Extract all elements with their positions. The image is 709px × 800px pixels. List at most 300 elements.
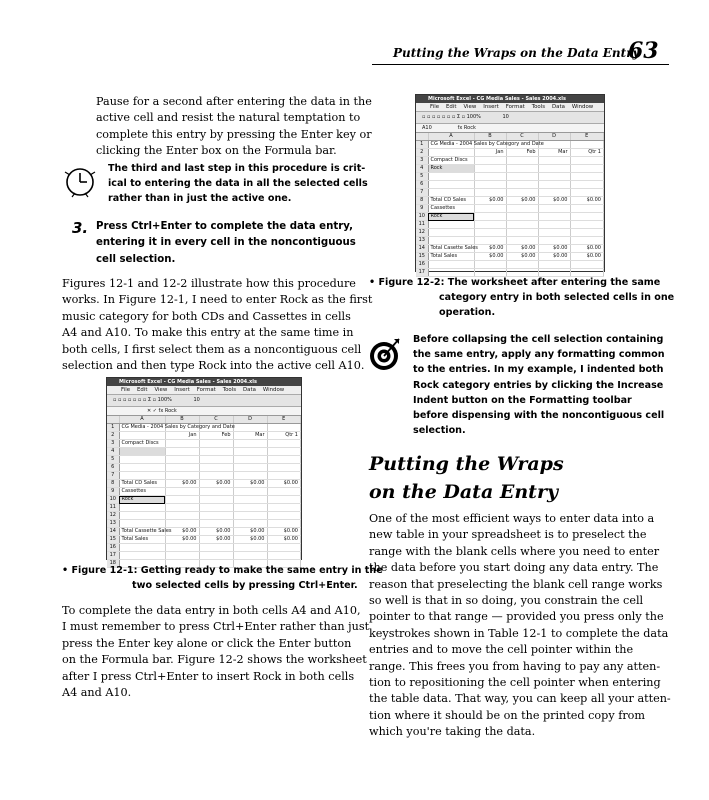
cell[interactable] — [538, 261, 570, 269]
row-header[interactable]: 2 — [107, 432, 119, 440]
row-header[interactable]: 1 — [107, 424, 119, 432]
intro-paragraph — [96, 94, 372, 160]
cell[interactable] — [199, 512, 233, 520]
table-row — [416, 141, 604, 149]
row-header[interactable]: 8 — [107, 480, 119, 488]
cell[interactable] — [538, 229, 570, 237]
cell[interactable]: $0.00 — [506, 253, 538, 261]
cell[interactable] — [119, 544, 165, 552]
row-header[interactable]: 3 — [107, 440, 119, 448]
table-row — [416, 205, 604, 213]
cell[interactable] — [119, 448, 165, 456]
heading-line: Putting the Wraps — [369, 453, 564, 475]
cell[interactable] — [428, 261, 474, 269]
table-row — [416, 245, 604, 253]
cell[interactable] — [165, 544, 199, 552]
column-header[interactable] — [107, 416, 119, 424]
cell[interactable]: Mar — [538, 149, 570, 157]
menu-item[interactable]: Tools — [531, 104, 546, 110]
tip-target-icon — [367, 334, 403, 378]
cell[interactable] — [233, 520, 267, 528]
cell[interactable] — [570, 229, 604, 237]
cell[interactable]: Compact Discs — [119, 440, 165, 448]
cell[interactable]: Compact Discs — [428, 157, 474, 165]
cell[interactable] — [199, 488, 233, 496]
menu-item[interactable]: Insert — [174, 387, 190, 393]
cell[interactable] — [506, 173, 538, 181]
cell[interactable]: $0.00 — [199, 528, 233, 536]
cell[interactable] — [267, 520, 301, 528]
row-header[interactable]: 4 — [416, 165, 428, 173]
text-line: range. This frees you from having to pay any atten- — [369, 659, 661, 673]
row-header[interactable]: 15 — [416, 253, 428, 261]
cell[interactable] — [233, 512, 267, 520]
cell[interactable] — [233, 456, 267, 464]
text-line: Indent button on the Formatting toolbar — [413, 394, 632, 406]
table-row — [107, 488, 301, 496]
cell[interactable] — [119, 464, 165, 472]
text-line: entries and to move the cell pointer within the — [369, 643, 634, 657]
cell[interactable] — [165, 504, 199, 512]
cell[interactable] — [538, 237, 570, 245]
text-line: entering it in every cell in the noncontiguous — [96, 237, 356, 249]
table-row — [107, 512, 301, 520]
cell[interactable] — [428, 229, 474, 237]
menu-item[interactable]: Data — [552, 104, 565, 110]
row-header[interactable]: 2 — [416, 149, 428, 157]
cell[interactable] — [570, 165, 604, 173]
text-line: selection. — [413, 425, 466, 437]
cell[interactable] — [165, 448, 199, 456]
cell[interactable] — [474, 213, 506, 221]
cell[interactable]: $0.00 — [267, 480, 301, 488]
row-header[interactable]: 7 — [107, 472, 119, 480]
cell[interactable] — [474, 229, 506, 237]
table-row — [416, 213, 604, 221]
column-header[interactable]: B — [474, 133, 506, 141]
column-header[interactable]: A — [119, 416, 165, 424]
row-header[interactable]: 6 — [416, 181, 428, 189]
figure-12-2-caption — [369, 275, 674, 321]
cell[interactable] — [199, 472, 233, 480]
cell[interactable] — [570, 205, 604, 213]
text-line: both cells, I first select them as a noncontiguous cell — [62, 342, 362, 356]
cell[interactable] — [119, 504, 165, 512]
menu-item[interactable]: Format — [196, 387, 216, 393]
cell[interactable] — [199, 496, 233, 504]
text-line: before dispensing with the noncontiguous cell — [413, 410, 665, 422]
cell[interactable] — [474, 165, 506, 173]
cell[interactable]: $0.00 — [233, 528, 267, 536]
excel-toolbar — [416, 112, 604, 124]
cell[interactable]: $0.00 — [570, 245, 604, 253]
menu-item[interactable]: Data — [243, 387, 256, 393]
cell[interactable] — [199, 504, 233, 512]
menu-item[interactable]: Edit — [137, 387, 148, 393]
cell[interactable] — [506, 157, 538, 165]
cell[interactable] — [233, 448, 267, 456]
text-line: active cell and resist the natural temptation to — [96, 111, 361, 125]
caption-text: operation. — [439, 307, 496, 319]
cell[interactable] — [119, 472, 165, 480]
cell[interactable] — [570, 157, 604, 165]
cell[interactable]: $0.00 — [233, 536, 267, 544]
cell[interactable] — [267, 448, 301, 456]
cell[interactable] — [267, 440, 301, 448]
section-heading — [369, 450, 564, 506]
cell[interactable]: Feb — [506, 149, 538, 157]
zoom-box[interactable]: 100% — [466, 114, 481, 120]
cell[interactable]: $0.00 — [165, 528, 199, 536]
cell[interactable]: $0.00 — [474, 245, 506, 253]
cell[interactable] — [538, 181, 570, 189]
cell[interactable]: $0.00 — [267, 528, 301, 536]
row-header[interactable]: 14 — [107, 528, 119, 536]
cell[interactable]: Jan — [165, 432, 199, 440]
cell[interactable] — [428, 149, 474, 157]
text-line: the same entry, apply any formatting common — [413, 349, 665, 361]
menu-item[interactable]: Window — [262, 387, 285, 393]
cell[interactable]: $0.00 — [538, 245, 570, 253]
table-row — [416, 221, 604, 229]
cell[interactable] — [267, 496, 301, 504]
cell[interactable] — [474, 221, 506, 229]
menu-item[interactable]: File — [121, 387, 131, 393]
toolbar-icons[interactable]: ▫ ▫ ▫ ▫ ▫ ▫ ▫ Σ ▫ — [113, 397, 158, 403]
cell[interactable] — [570, 181, 604, 189]
menu-item[interactable]: Insert — [483, 104, 499, 110]
row-header[interactable]: 5 — [416, 173, 428, 181]
font-size-box[interactable]: 10 — [502, 114, 509, 120]
cell[interactable] — [570, 237, 604, 245]
cell[interactable]: Qtr 1 — [570, 149, 604, 157]
cell[interactable] — [474, 173, 506, 181]
table-row — [416, 229, 604, 237]
text-line: the data before you start doing any data entry. The — [369, 561, 659, 575]
menu-item[interactable]: View — [463, 104, 477, 110]
cell[interactable]: Rock — [119, 496, 165, 504]
cell[interactable] — [267, 512, 301, 520]
row-header[interactable]: 14 — [416, 245, 428, 253]
row-header[interactable]: 11 — [107, 504, 119, 512]
figure-12-1-excel-window — [106, 377, 302, 566]
cell[interactable] — [570, 189, 604, 197]
table-row — [107, 472, 301, 480]
cell[interactable]: Total Casette Sales — [428, 245, 474, 253]
cell[interactable] — [506, 229, 538, 237]
cell[interactable] — [199, 456, 233, 464]
cell[interactable] — [474, 205, 506, 213]
table-row — [107, 552, 301, 560]
cell[interactable] — [233, 472, 267, 480]
table-row — [107, 432, 301, 440]
cell[interactable]: $0.00 — [233, 480, 267, 488]
cell[interactable] — [119, 512, 165, 520]
cell[interactable]: Cassettes — [428, 205, 474, 213]
text-line: ical to entering the data in all the selected cells — [108, 178, 368, 190]
cell[interactable] — [506, 213, 538, 221]
cell[interactable] — [199, 544, 233, 552]
cell[interactable] — [233, 496, 267, 504]
cell[interactable] — [165, 552, 199, 560]
cell[interactable] — [199, 464, 233, 472]
cell[interactable] — [199, 552, 233, 560]
cell[interactable] — [165, 496, 199, 504]
text-line: One of the most efficient ways to enter data into a — [369, 512, 655, 525]
cell[interactable] — [428, 237, 474, 245]
cell[interactable] — [233, 488, 267, 496]
cell[interactable]: Qtr 1 — [267, 432, 301, 440]
cell[interactable] — [233, 552, 267, 560]
cell[interactable] — [428, 173, 474, 181]
cell[interactable] — [199, 448, 233, 456]
column-header[interactable]: C — [199, 416, 233, 424]
cell[interactable] — [474, 157, 506, 165]
cell[interactable] — [428, 221, 474, 229]
table-row — [107, 528, 301, 536]
column-header[interactable]: E — [570, 133, 604, 141]
cell[interactable] — [267, 552, 301, 560]
cell[interactable] — [428, 181, 474, 189]
cell[interactable]: Total Sales — [119, 536, 165, 544]
column-header[interactable]: D — [233, 416, 267, 424]
cell[interactable] — [119, 552, 165, 560]
cell[interactable] — [233, 424, 267, 432]
font-size-box[interactable]: 10 — [193, 397, 200, 403]
menu-item[interactable]: Edit — [446, 104, 457, 110]
column-header-row — [416, 133, 604, 141]
cell[interactable] — [233, 544, 267, 552]
cell[interactable]: $0.00 — [165, 536, 199, 544]
cell[interactable]: CG Media - 2004 Sales by Category and Date — [428, 141, 474, 149]
row-header[interactable]: 6 — [107, 464, 119, 472]
cell[interactable]: $0.00 — [199, 536, 233, 544]
table-row — [416, 165, 604, 173]
row-header[interactable]: 10 — [416, 213, 428, 221]
cell[interactable] — [267, 424, 301, 432]
cell[interactable] — [506, 205, 538, 213]
row-header[interactable]: 8 — [416, 197, 428, 205]
cell[interactable] — [428, 189, 474, 197]
cell[interactable] — [199, 520, 233, 528]
cell[interactable]: $0.00 — [538, 253, 570, 261]
table-row — [416, 253, 604, 261]
column-header[interactable]: B — [165, 416, 199, 424]
cell[interactable]: Total CD Sales — [119, 480, 165, 488]
cell[interactable] — [165, 464, 199, 472]
cell[interactable] — [165, 488, 199, 496]
cell[interactable]: $0.00 — [199, 480, 233, 488]
cell[interactable] — [119, 432, 165, 440]
menu-item[interactable]: Window — [571, 104, 594, 110]
name-box[interactable]: A10 — [422, 125, 432, 131]
table-row — [416, 157, 604, 165]
cell[interactable] — [233, 464, 267, 472]
row-header[interactable]: 15 — [107, 536, 119, 544]
table-row — [416, 261, 604, 269]
row-header[interactable]: 17 — [107, 552, 119, 560]
row-header[interactable]: 13 — [107, 520, 119, 528]
cell[interactable] — [506, 189, 538, 197]
paragraph-figures-intro — [62, 276, 372, 374]
cell[interactable] — [506, 237, 538, 245]
warning-clock-icon — [62, 164, 98, 204]
menu-item[interactable]: File — [430, 104, 440, 110]
cell[interactable] — [267, 544, 301, 552]
text-line: A4 and A10. — [62, 686, 132, 700]
cell[interactable]: Mar — [233, 432, 267, 440]
cell[interactable] — [119, 520, 165, 528]
text-line: press the Enter key alone or click the Enter button — [62, 636, 352, 650]
cell[interactable]: $0.00 — [267, 536, 301, 544]
menu-item[interactable]: Format — [505, 104, 525, 110]
cell[interactable] — [474, 261, 506, 269]
row-header[interactable]: 17 — [416, 269, 428, 277]
cell[interactable] — [233, 440, 267, 448]
header-rule — [372, 64, 669, 65]
cell[interactable] — [506, 221, 538, 229]
cell[interactable]: Total CD Sales — [428, 197, 474, 205]
row-header[interactable]: 9 — [416, 205, 428, 213]
cell[interactable] — [199, 440, 233, 448]
cell[interactable] — [506, 165, 538, 173]
row-header[interactable]: 7 — [416, 189, 428, 197]
text-line: new table in your spreadsheet is to preselect the — [369, 528, 647, 542]
column-header[interactable]: C — [506, 133, 538, 141]
row-header[interactable]: 3 — [416, 157, 428, 165]
cell[interactable]: $0.00 — [506, 245, 538, 253]
cell[interactable] — [267, 464, 301, 472]
column-header[interactable] — [416, 133, 428, 141]
formula-bar[interactable]: ✕ ✓ fx Rock — [107, 407, 301, 416]
cell[interactable] — [538, 165, 570, 173]
row-header[interactable]: 11 — [416, 221, 428, 229]
row-header[interactable]: 16 — [107, 544, 119, 552]
text-line: Before collapsing the cell selection containing — [413, 334, 664, 345]
cell[interactable] — [570, 261, 604, 269]
cell[interactable] — [474, 181, 506, 189]
text-line: the table data. That way, you can keep all your atten- — [369, 692, 671, 706]
cell[interactable]: Total Cassette Sales — [119, 528, 165, 536]
cell[interactable]: Feb — [199, 432, 233, 440]
cell[interactable]: Rock — [428, 165, 474, 173]
zoom-box[interactable]: 100% — [157, 397, 172, 403]
row-header[interactable]: 13 — [416, 237, 428, 245]
row-header[interactable]: 5 — [107, 456, 119, 464]
table-row — [107, 480, 301, 488]
row-header[interactable]: 10 — [107, 496, 119, 504]
paragraph-ctrl-enter — [62, 603, 369, 701]
table-row — [416, 237, 604, 245]
text-line: Press Ctrl+Enter to complete the data entry, — [96, 221, 353, 232]
cell[interactable] — [538, 173, 570, 181]
paragraph-preselect-range — [369, 511, 671, 741]
cell[interactable]: $0.00 — [570, 197, 604, 205]
caption-text: Getting ready to make the same entry in the — [140, 565, 383, 576]
cell[interactable]: $0.00 — [506, 197, 538, 205]
column-header[interactable]: D — [538, 133, 570, 141]
cell[interactable] — [165, 440, 199, 448]
cell[interactable]: $0.00 — [538, 197, 570, 205]
row-header[interactable]: 16 — [416, 261, 428, 269]
cell[interactable]: $0.00 — [474, 197, 506, 205]
cell[interactable] — [570, 213, 604, 221]
cell[interactable]: Total Sales — [428, 253, 474, 261]
row-header[interactable]: 12 — [416, 229, 428, 237]
cell[interactable] — [119, 456, 165, 464]
cell[interactable]: $0.00 — [165, 480, 199, 488]
column-header[interactable]: A — [428, 133, 474, 141]
row-header[interactable]: 12 — [107, 512, 119, 520]
cell[interactable]: Cassettes — [119, 488, 165, 496]
cell[interactable] — [538, 205, 570, 213]
row-header[interactable]: 18 — [107, 560, 119, 568]
text-line: pointer to that range — provided you press only the — [369, 610, 664, 624]
column-header[interactable]: E — [267, 416, 301, 424]
cell[interactable] — [165, 520, 199, 528]
cell[interactable] — [165, 512, 199, 520]
cell[interactable] — [538, 213, 570, 221]
cell[interactable] — [506, 181, 538, 189]
cell[interactable] — [570, 141, 604, 149]
warning-note — [108, 161, 368, 207]
cell[interactable] — [538, 157, 570, 165]
cell[interactable] — [570, 173, 604, 181]
cell[interactable] — [506, 261, 538, 269]
cell[interactable] — [474, 237, 506, 245]
table-row — [107, 504, 301, 512]
text-line: Rock category entries by clicking the Increase — [413, 379, 664, 391]
cell[interactable] — [538, 221, 570, 229]
row-header[interactable]: 4 — [107, 448, 119, 456]
menu-item[interactable]: View — [154, 387, 168, 393]
formula-bar — [416, 124, 604, 133]
cell[interactable] — [538, 189, 570, 197]
cell[interactable] — [267, 456, 301, 464]
cell[interactable] — [165, 472, 199, 480]
table-row — [416, 181, 604, 189]
text-line: after I press Ctrl+Enter to insert Rock in both cells — [62, 669, 355, 683]
cell[interactable]: $0.00 — [474, 253, 506, 261]
table-row — [107, 536, 301, 544]
cell[interactable] — [267, 504, 301, 512]
text-line: which you're taking the data. — [369, 725, 536, 739]
text-line: selection and then type Rock into the active cell A10. — [62, 359, 365, 373]
excel-title-bar: Microsoft Excel - CG Media Sales - Sales 2004.xls — [416, 95, 604, 103]
row-header[interactable]: 1 — [416, 141, 428, 149]
menu-item[interactable]: Tools — [222, 387, 237, 393]
cell[interactable]: Rock — [428, 213, 474, 221]
excel-toolbar — [107, 395, 301, 407]
text-line: music category for both CDs and Cassettes in cells — [62, 309, 351, 323]
cell[interactable] — [267, 488, 301, 496]
row-header[interactable]: 9 — [107, 488, 119, 496]
cell[interactable]: $0.00 — [570, 253, 604, 261]
cell[interactable] — [570, 221, 604, 229]
text-line: keystrokes shown in Table 12-1 to complete the data — [369, 626, 669, 640]
cell[interactable] — [267, 472, 301, 480]
caption-text: two selected cells by pressing Ctrl+Enter. — [132, 580, 358, 592]
toolbar-icons[interactable]: ▫ ▫ ▫ ▫ ▫ ▫ ▫ Σ ▫ — [422, 114, 467, 120]
table-row — [416, 173, 604, 181]
formula-input[interactable]: fx Rock — [457, 125, 476, 131]
cell[interactable]: CG Media - 2004 Sales by Category and Date — [119, 424, 165, 432]
table-row — [107, 424, 301, 432]
cell[interactable]: Jan — [474, 149, 506, 157]
cell[interactable] — [474, 189, 506, 197]
cell[interactable] — [165, 456, 199, 464]
cell[interactable] — [233, 504, 267, 512]
